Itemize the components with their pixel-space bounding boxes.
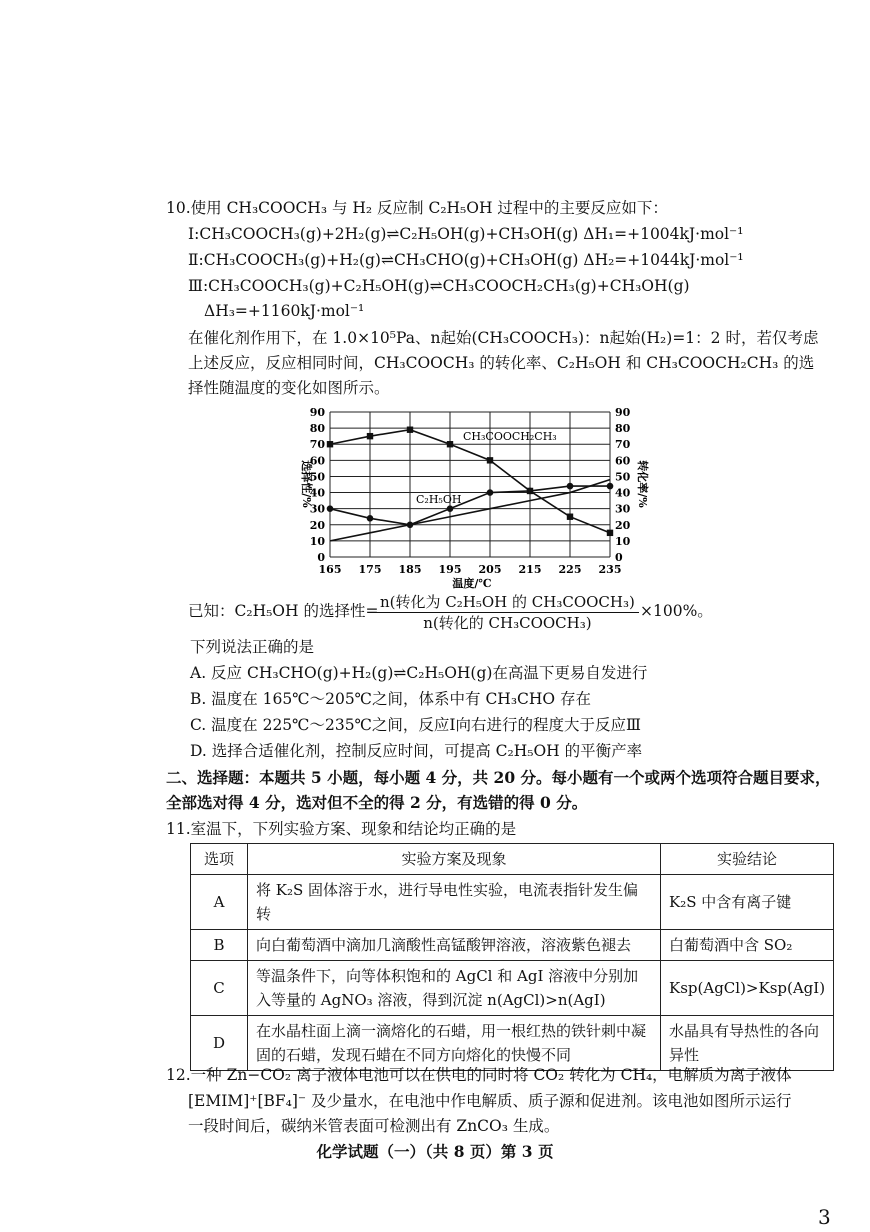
- y-tick-label-left: 40: [309, 486, 325, 500]
- row-conclusion: K₂S 中含有离子键: [661, 875, 834, 930]
- row-plan: 将 K₂S 固体溶于水，进行导电性实验，电流表指针发生偏转: [248, 875, 661, 930]
- y-tick-label-left: 10: [309, 534, 325, 548]
- header-plan: 实验方案及现象: [248, 844, 661, 875]
- fraction-denominator: n(转化的 CH₃COOCH₃): [423, 614, 592, 632]
- reaction-3: Ⅲ:CH₃COOCH₃(g)+C₂H₅OH(g)⇌CH₃COOCH₂CH₃(g)+CH₃OH(g): [188, 277, 690, 295]
- header-conclusion: 实验结论: [661, 844, 834, 875]
- row-option: C: [191, 961, 248, 1016]
- point-C2H5OH: [327, 505, 334, 512]
- row-plan: 向白葡萄酒中滴加几滴酸性高锰酸钾溶液，溶液紫色褪去: [248, 930, 661, 961]
- series-label-ethanol: C₂H₅OH: [416, 493, 462, 506]
- table-row: [191, 1016, 834, 1071]
- selectivity-definition: 已知：C₂H₅OH 的选择性=: [188, 602, 379, 620]
- x-tick-label: 225: [558, 563, 582, 576]
- point-CH3COOCH2CH3: [407, 427, 413, 433]
- q10-ask: 下列说法正确的是: [190, 638, 315, 656]
- reaction-1: Ⅰ:CH₃COOCH₃(g)+2H₂(g)⇌C₂H₅OH(g)+CH₃OH(g) ΔH₁=+1004kJ·mol⁻¹: [188, 225, 744, 243]
- point-CH3COOCH2CH3: [327, 441, 333, 447]
- row-option: A: [191, 875, 248, 930]
- y-tick-label-right: 10: [615, 534, 631, 548]
- table-header-row: [191, 844, 834, 875]
- table-row: [191, 930, 834, 961]
- point-C2H5OH: [447, 505, 454, 512]
- series-line-conversion: [330, 480, 610, 541]
- condition-line-2: 上述反应，反应相同时间，CH₃COOCH₃ 的转化率、C₂H₅OH 和 CH₃COOCH₂CH₃ 的选: [188, 354, 815, 372]
- x-tick-label: 215: [518, 563, 542, 576]
- point-C2H5OH: [527, 488, 534, 495]
- row-conclusion: Ksp(AgCl)>Ksp(AgI): [661, 961, 834, 1016]
- q10-option-d: D. 选择合适催化剂，控制反应时间，可提高 C₂H₅OH 的平衡产率: [190, 742, 643, 760]
- experiment-table: [190, 843, 834, 1071]
- condition-line-3: 择性随温度的变化如图所示。: [188, 379, 390, 397]
- x-tick-label: 195: [438, 563, 462, 576]
- q11-stem: 11.室温下，下列实验方案、现象和结论均正确的是: [166, 820, 517, 838]
- series-label-ester: CH₃COOCH₂CH₃: [463, 430, 557, 443]
- row-conclusion: 白葡萄酒中含 SO₂: [661, 930, 834, 961]
- section-2-line-1: 二、选择题：本题共 5 小题，每小题 4 分，共 20 分。每小题有一个或两个选项符合题目要求，: [166, 768, 831, 787]
- y-tick-label-right: 80: [615, 422, 631, 436]
- x-tick-label: 175: [358, 563, 382, 576]
- point-CH3COOCH2CH3: [567, 514, 573, 520]
- x-tick-label: 185: [398, 563, 422, 576]
- y-tick-label-left: 70: [309, 438, 325, 452]
- q10-stem: 10.使用 CH₃COOCH₃ 与 H₂ 反应制 C₂H₅OH 过程中的主要反应如下：: [166, 199, 668, 217]
- condition-line-1: 在催化剂作用下，在 1.0×10⁵Pa、n起始(CH₃COOCH₃)：n起始(H₂)=1：2 时，若仅考虑: [188, 329, 819, 347]
- q10-option-b: B. 温度在 165℃～205℃之间，体系中有 CH₃CHO 存在: [190, 690, 592, 708]
- y-tick-label-left: 60: [309, 454, 325, 468]
- point-CH3COOCH2CH3: [607, 530, 613, 536]
- point-C2H5OH: [607, 483, 614, 490]
- row-option: D: [191, 1016, 248, 1071]
- y-tick-label-right: 20: [615, 518, 631, 532]
- y-tick-label-left: 80: [309, 422, 325, 436]
- table-row: [191, 961, 834, 1016]
- q12-line-1: 12.一种 Zn−CO₂ 离子液体电池可以在供电的同时将 CO₂ 转化为 CH₄，电解质为离子液体: [166, 1066, 792, 1084]
- fraction-suffix: ×100%。: [640, 602, 713, 620]
- y-tick-label-right: 40: [615, 486, 631, 500]
- point-C2H5OH: [567, 483, 574, 490]
- point-C2H5OH: [487, 489, 494, 496]
- section-2-line-2: 全部选对得 4 分，选对但不全的得 2 分，有选错的得 0 分。: [166, 793, 588, 812]
- y-tick-label-left: 0: [317, 551, 325, 564]
- row-conclusion: 水晶具有导热性的各向异性: [661, 1016, 834, 1071]
- y-tick-label-right: 0: [615, 551, 623, 564]
- y-tick-label-right: 50: [615, 470, 631, 484]
- selectivity-fraction: [376, 592, 639, 633]
- point-CH3COOCH2CH3: [487, 457, 493, 463]
- header-option: 选项: [191, 844, 248, 875]
- point-C2H5OH: [367, 515, 374, 522]
- table-row: [191, 875, 834, 930]
- row-plan: 在水晶柱面上滴一滴熔化的石蜡，用一根红热的铁针刺中凝固的石蜡，发现石蜡在不同方向熔化的快慢不同: [248, 1016, 661, 1071]
- y-axis-label-right: 转化率/%: [636, 460, 649, 508]
- page-footer: 化学试题（一）（共 8 页）第 3 页: [316, 1142, 554, 1161]
- y-tick-label-right: 60: [615, 454, 631, 468]
- selectivity-chart: [285, 402, 655, 592]
- q10-option-c: C. 温度在 225℃～235℃之间，反应Ⅰ向右进行的程度大于反应Ⅲ: [190, 716, 642, 734]
- x-tick-label: 205: [478, 563, 502, 576]
- x-tick-label: 165: [318, 563, 342, 576]
- y-tick-label-left: 50: [309, 470, 325, 484]
- q10-option-a: A. 反应 CH₃CHO(g)+H₂(g)⇌C₂H₅OH(g)在高温下更易自发进行: [190, 664, 648, 682]
- y-tick-label-right: 90: [615, 406, 631, 419]
- point-CH3COOCH2CH3: [447, 441, 453, 447]
- row-option: B: [191, 930, 248, 961]
- q12-line-3: 一段时间后，碳纳米管表面可检测出有 ZnCO₃ 生成。: [188, 1117, 560, 1135]
- fraction-numerator: n(转化为 C₂H₅OH 的 CH₃COOCH₃): [376, 592, 639, 613]
- row-plan: 等温条件下，向等体积饱和的 AgCl 和 AgI 溶液中分别加入等量的 AgNO₃ 溶液，得到沉淀 n(AgCl)>n(AgI): [248, 961, 661, 1016]
- page-number: 3: [818, 1205, 831, 1229]
- x-tick-label: 235: [598, 563, 622, 576]
- point-CH3COOCH2CH3: [367, 433, 373, 439]
- y-tick-label-left: 90: [309, 406, 325, 419]
- y-axis-label-left: 选择性/%: [300, 460, 313, 508]
- y-tick-label-left: 20: [309, 518, 325, 532]
- reaction-2: Ⅱ:CH₃COOCH₃(g)+H₂(g)⇌CH₃CHO(g)+CH₃OH(g) ΔH₂=+1044kJ·mol⁻¹: [188, 251, 744, 269]
- q12-line-2: [EMIM]⁺[BF₄]⁻ 及少量水，在电池中作电解质、质子源和促进剂。该电池如图所示运行: [188, 1092, 792, 1110]
- x-axis-label: 温度/℃: [452, 577, 492, 590]
- y-tick-label-right: 70: [615, 438, 631, 452]
- reaction-3-enthalpy: ΔH₃=+1160kJ·mol⁻¹: [204, 302, 365, 320]
- y-tick-label-right: 30: [615, 502, 631, 516]
- y-tick-label-left: 30: [309, 502, 325, 516]
